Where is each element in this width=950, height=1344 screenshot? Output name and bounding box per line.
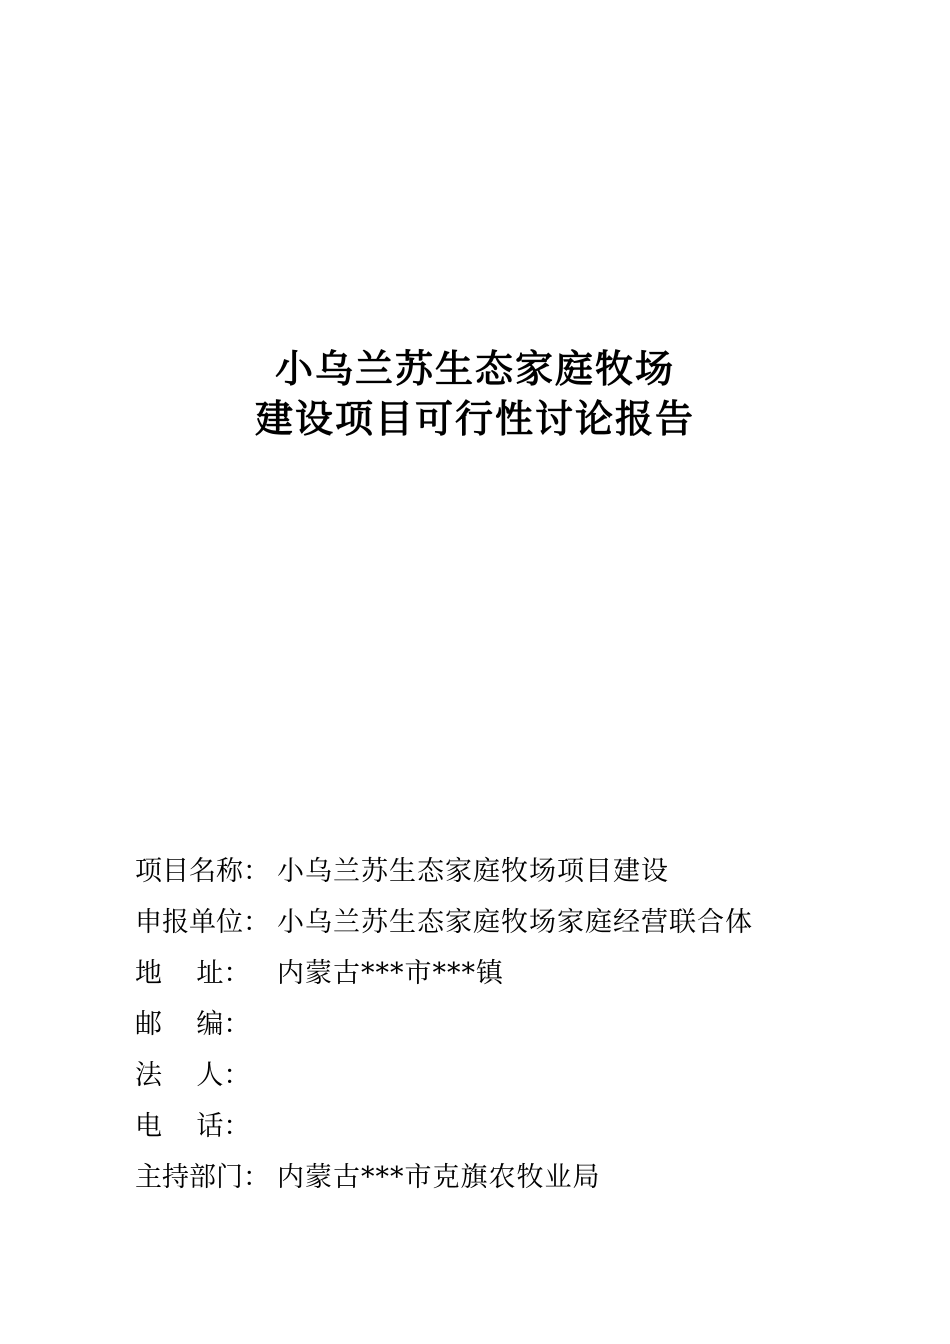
info-label: 申报单位： [135,907,270,938]
title-line-2: 建设项目可行性讨论报告 [254,396,695,441]
project-info [135,846,915,1203]
title-line-1: 小乌兰苏生态家庭牧场 [274,346,675,391]
info-label: 主持部门： [135,1162,270,1193]
info-row-postcode [135,999,915,1050]
info-value: 内蒙古***市***镇 [277,958,504,989]
info-label: 邮 编： [135,1009,251,1040]
info-row-phone [135,1101,915,1152]
info-label: 电 话： [135,1111,251,1142]
info-row-department [135,1152,915,1203]
info-row-legal-person [135,1050,915,1101]
info-value: 小乌兰苏生态家庭牧场家庭经营联合体 [277,907,753,938]
info-row-applicant [135,897,915,948]
info-row-address [135,948,915,999]
document-title [0,344,950,444]
info-value: 小乌兰苏生态家庭牧场项目建设 [277,856,669,887]
info-label: 法 人： [135,1060,251,1091]
info-label: 地 址： [135,958,251,989]
info-label: 项目名称： [135,856,270,887]
info-row-project-name [135,846,915,897]
info-value: 内蒙古***市克旗农牧业局 [277,1162,601,1193]
